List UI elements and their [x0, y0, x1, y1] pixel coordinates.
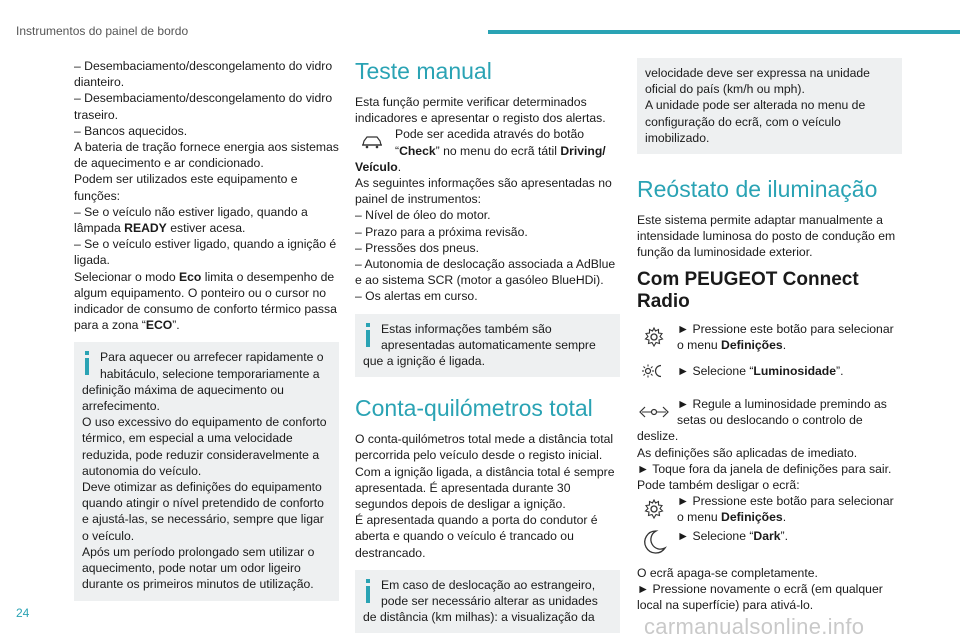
list-item: – Autonomia de deslocação associada a AdBlue e ao sistema SCR (motor a gasóleo BlueHDi). — [355, 257, 616, 288]
paragraph: ► Pressione novamente o ecrã (em qualquer local na superfície) para ativá-lo. — [637, 581, 883, 613]
paragraph: Pode ser acedida através do botão “Check” no menu do ecrã tátil Driving/ Veículo. — [355, 127, 606, 174]
info-note — [74, 342, 339, 600]
paragraph: Este sistema permite adaptar manualmente a intensidade luminosa do posto de condução em função da luminosidade exterior. — [637, 213, 896, 260]
page-header-title: Instrumentos do painel de bordo — [16, 24, 189, 38]
column-2 — [355, 58, 620, 640]
settings-gear-icon — [637, 322, 671, 352]
paragraph: – Se o veículo estiver ligado, quando a ignição é ligada. — [74, 237, 337, 268]
settings-gear-icon — [637, 494, 671, 524]
note-text: Após um período prolongado sem utilizar o aquecimento, pode notar um odor ligeiro durante os primeiros minutos de utilização. — [82, 544, 315, 592]
header-accent-bar — [488, 30, 960, 34]
watermark: carmanualsonline.info — [644, 614, 865, 639]
note-text: velocidade deve ser expressa na unidade oficial do país (km/h ou mph). — [645, 66, 870, 97]
column-1 — [74, 58, 339, 610]
note-text: Para aquecer ou arrefecer rapidamente o habitáculo, selecione temporariamente a definição máxima de aquecimento ou arrefecimento. — [82, 350, 324, 414]
paragraph: – Bancos aquecidos. — [74, 123, 188, 138]
paragraph: ► Regule a luminosidade premindo as setas ou deslocando o controlo de deslize. — [637, 397, 887, 444]
info-note — [355, 314, 620, 378]
section-title-reostato: Reóstato de iluminação — [637, 176, 878, 203]
car-check-icon — [355, 127, 389, 157]
paragraph: Esta função permite verificar determinados indicadores e apresentar o registo dos alertas. — [355, 95, 606, 126]
paragraph: – Desembaciamento/descongelamento do vidro traseiro. — [74, 91, 333, 122]
page-number: 24 — [16, 606, 30, 620]
note-text: Estas informações também são apresentadas automaticamente sempre que a ignição é ligada. — [363, 321, 596, 369]
note-text: Deve otimizar as definições do equipamento quando atingir o nível pretendido de conforto e ajustá-las, se necessário, sempre que ligar o veículo. — [82, 480, 324, 543]
paragraph: O conta-quilómetros total mede a distância total percorrida pelo veículo desde o registo inicial. — [355, 432, 614, 463]
note-text: A unidade pode ser alterada no menu de configuração do ecrã, com o veículo imobilizado. — [645, 98, 866, 145]
info-icon — [82, 351, 92, 375]
info-note — [355, 570, 620, 634]
slider-arrows-icon — [637, 397, 671, 427]
column-3 — [637, 58, 902, 613]
paragraph: – Se o veículo não estiver ligado, quando a lâmpada READY estiver acesa. — [74, 204, 308, 236]
paragraph: Pode também desligar o ecrã: — [637, 478, 800, 493]
paragraph: As seguintes informações são apresentadas no painel de instrumentos: — [355, 176, 612, 207]
paragraph: Com a ignição ligada, a distância total é sempre apresentada. É apresentada durante 30 segundos depois de desligar a ignição. — [355, 464, 615, 512]
paragraph: A bateria de tração fornece energia aos sistemas de aquecimento e ar condicionado. — [74, 140, 339, 171]
paragraph: ► Pressione este botão para selecionar o menu Definições. — [677, 494, 894, 525]
list-item: – Nível de óleo do motor. — [355, 208, 491, 223]
paragraph: – Desembaciamento/descongelamento do vidro dianteiro. — [74, 59, 333, 90]
paragraph: Selecionar o modo Eco limita o desempenho de algum equipamento. O ponteiro ou o cursor no indicador de consumo de conforto térmico passa para a zona “ECO”. — [74, 269, 337, 333]
note-text: Em caso de deslocação ao estrangeiro, pode ser necessário alterar as unidades de distância (km milhas): a visualização da — [363, 577, 598, 625]
list-item: – Prazo para a próxima revisão. — [355, 224, 528, 239]
brightness-icon — [637, 356, 671, 386]
section-title-teste-manual: Teste manual — [355, 58, 492, 84]
paragraph: É apresentada quando a porta do condutor é aberta e quando o veículo é trancado ou destrancado. — [355, 513, 598, 560]
section-title-conta-quilometros: Conta-quilómetros total — [355, 395, 593, 422]
moon-icon — [637, 527, 671, 557]
info-icon — [363, 323, 373, 347]
paragraph: Podem ser utilizados este equipamento e funções: — [74, 172, 298, 203]
info-icon — [363, 579, 373, 603]
paragraph: ► Pressione este botão para selecionar o menu Definições. — [677, 321, 894, 352]
paragraph: O ecrã apaga-se completamente. — [637, 565, 818, 580]
note-text: O uso excessivo do equipamento de conforto térmico, em especial a uma velocidade reduzida, pode reduzir consideravelmente a autonomia do veículo. — [82, 415, 327, 478]
paragraph: ► Selecione “Dark”. — [677, 528, 788, 543]
list-item: – Os alertas em curso. — [355, 289, 478, 304]
subsection-title-peugeot-connect: Com PEUGEOT Connect Radio — [637, 268, 859, 312]
paragraph: As definições são aplicadas de imediato. — [637, 445, 858, 460]
info-note-continued — [637, 58, 902, 154]
paragraph: ► Toque fora da janela de definições para sair. — [637, 461, 892, 476]
paragraph: ► Selecione “Luminosidade”. — [677, 364, 844, 379]
list-item: – Pressões dos pneus. — [355, 240, 479, 255]
